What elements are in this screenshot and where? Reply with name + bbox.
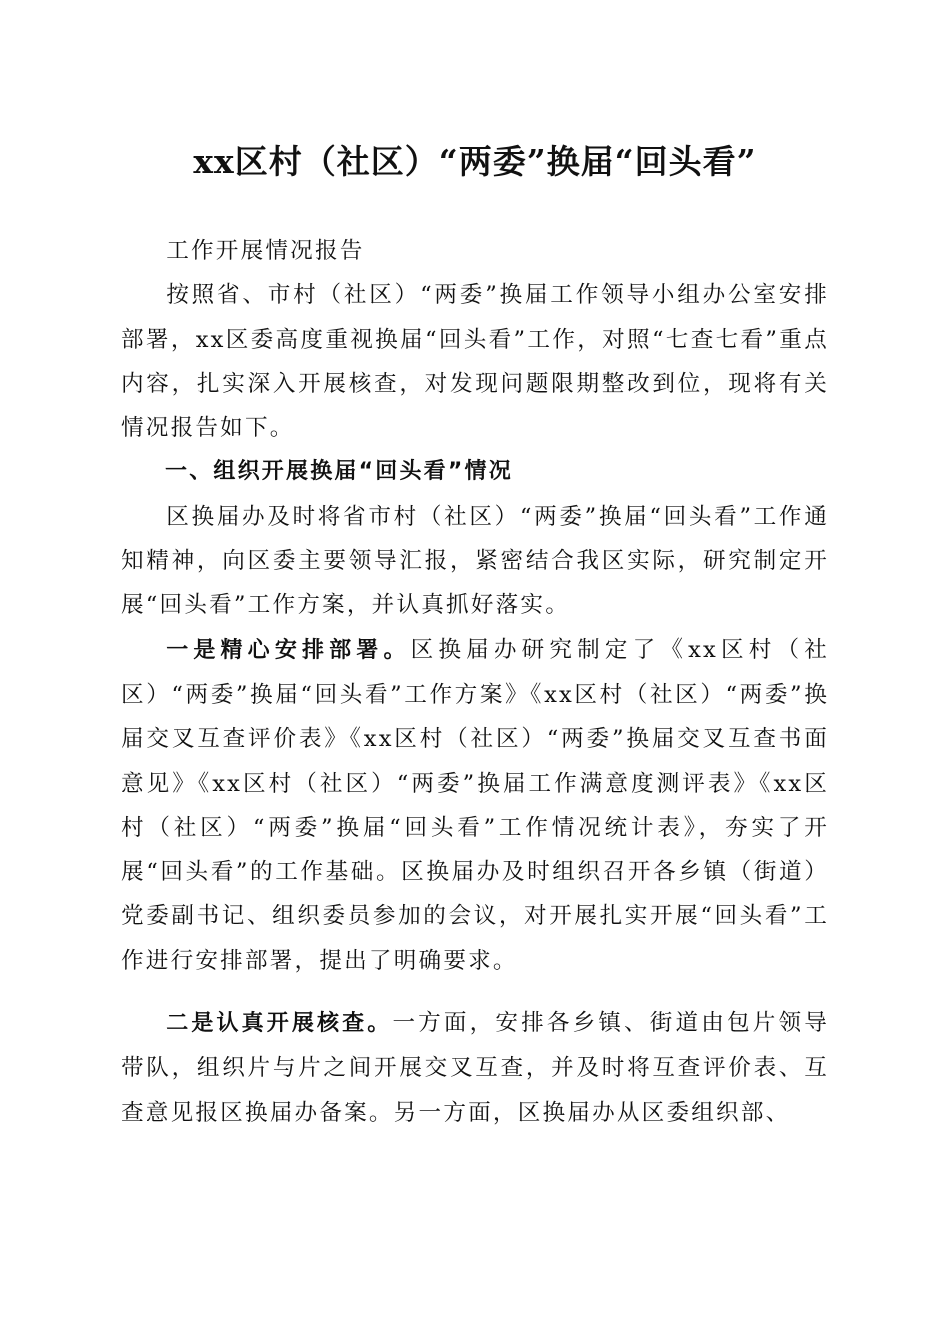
document-subtitle: 工作开展情况报告 bbox=[166, 238, 365, 264]
section-1-paragraph: 区换届办及时将省市村（社区）“两委”换届“回头看”工作通知精神，向区委主要领导汇报，紧密结合我区实际，研究制定开展“回头看”工作方案，并认真抓好落实。 bbox=[121, 503, 829, 619]
intro-paragraph: 按照省、市村（社区）“两委”换届工作领导小组办公室安排部署，xx区委高度重视换届“回头看”工作，对照“七查七看”重点内容，扎实深入开展核查，对发现问题限期整改到位，现将有关情况报告如下。 bbox=[121, 282, 829, 442]
document-title: xx区村（社区）“两委”换届“回头看” bbox=[193, 142, 757, 181]
point-2-text: 一方面，安排各乡镇、街道由包片领导带队，组织片与片之间开展交叉互查，并及时将互查评价表、互查意见报区换届办备案。另一方面，区换届办从区委组织部、 bbox=[121, 1010, 829, 1126]
point-1-text: 区换届办研究制定了《xx区村（社区）“两委”换届“回头看”工作方案》《xx区村（社区）“两委”换届交叉互查评价表》《xx区村（社区）“两委”换届交叉互查书面意见》《xx区村（社区）“两委”换届工作满意度测评表》《xx区村（社区）“两委”换届“回头看”工作情况统计表》，夯实了开展“回头看”的工作基础。区换届办及时组织召开各乡镇（街道）党委副书记、组织委员参加的会议，对开展扎实开展“回头看”工作进行安排部署，提出了明确要求。 bbox=[121, 636, 829, 974]
point-1-paragraph bbox=[121, 628, 829, 983]
point-1-lead: 一是精心安排部署。 bbox=[166, 637, 411, 663]
document-body bbox=[121, 229, 829, 1135]
point-2-paragraph bbox=[121, 1001, 829, 1135]
point-2-lead: 二是认真开展核查。 bbox=[166, 1011, 393, 1037]
section-1-heading: 一、组织开展换届“回头看”情况 bbox=[165, 459, 513, 485]
